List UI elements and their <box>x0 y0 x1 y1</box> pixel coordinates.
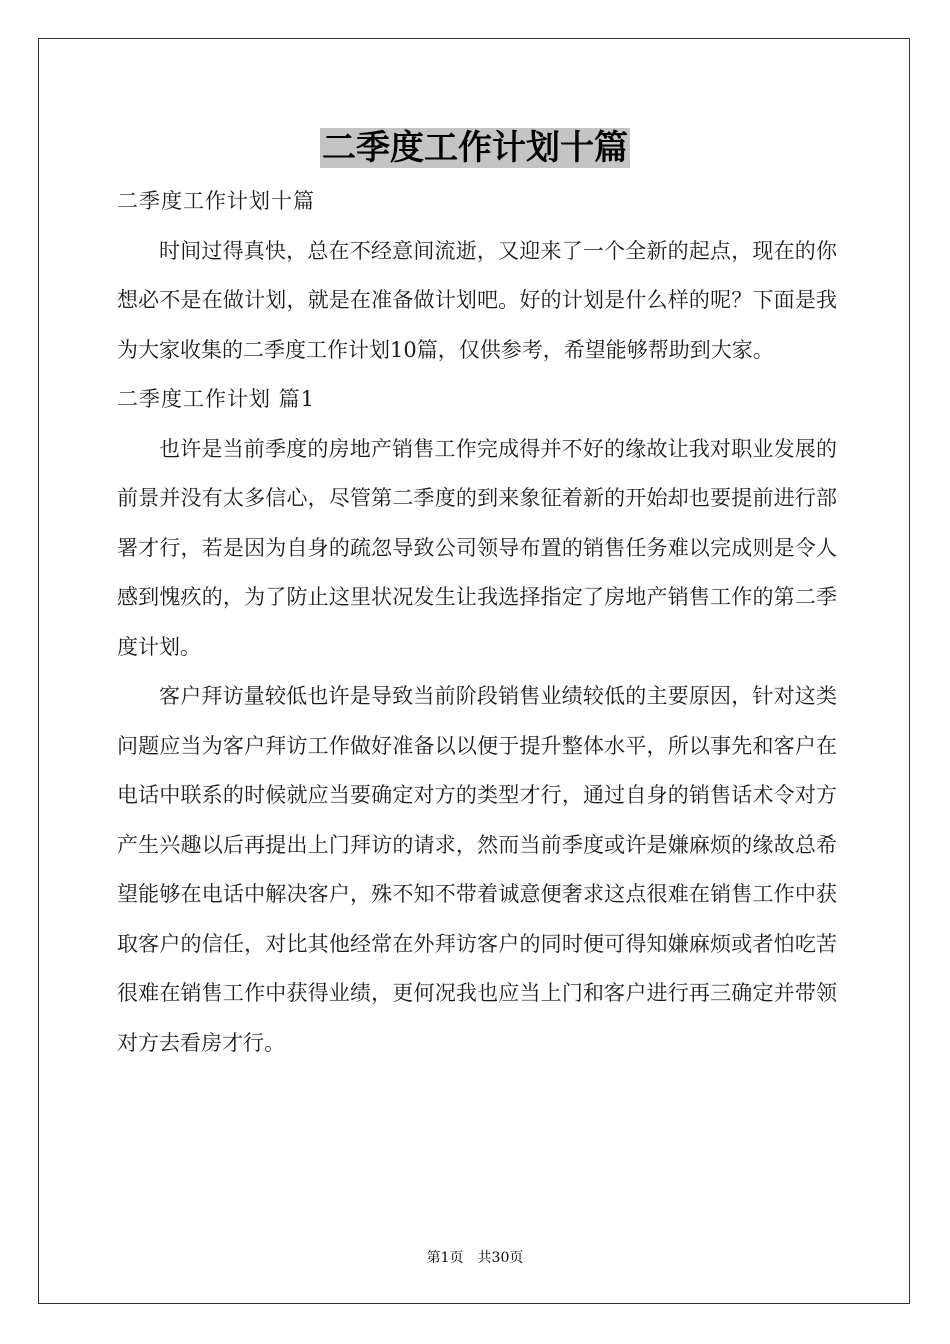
page-footer <box>0 1247 950 1267</box>
section-heading: 二季度工作计划 篇1 <box>117 387 316 411</box>
document-body <box>117 177 837 1068</box>
document-title-text: 二季度工作计划十篇 <box>322 128 628 168</box>
page-total: 共30页 <box>477 1250 524 1266</box>
intro-paragraph: 时间过得真快，总在不经意间流逝，又迎来了一个全新的起点，现在的你想必不是在做计划，就是在准备做计划吧。好的计划是什么样的呢？下面是我为大家收集的二季度工作计划10篇，仅供参考，希望能够帮助到大家。 <box>117 238 837 362</box>
body-paragraph-2: 客户拜访量较低也许是导致当前阶段销售业绩较低的主要原因，针对这类问题应当为客户拜访工作做好准备以以便于提升整体水平，所以事先和客户在电话中联系的时候就应当要确定对方的类型才行，通过自身的销售话术令对方产生兴趣以后再提出上门拜访的请求，然而当前季度或许是嫌麻烦的缘故总希望能够在电话中解决客户，殊不知不带着诚意便奢求这点很难在销售工作中获取客户的信任，对比其他经常在外拜访客户的同时便可得知嫌麻烦或者怕吃苦很难在销售工作中获得业绩，更何况我也应当上门和客户进行再三确定并带领对方去看房才行。 <box>117 684 837 1055</box>
document-subtitle: 二季度工作计划十篇 <box>117 189 315 213</box>
body-paragraph-1: 也许是当前季度的房地产销售工作完成得并不好的缘故让我对职业发展的前景并没有太多信心，尽管第二季度的到来象征着新的开始却也要提前进行部署才行，若是因为自身的疏忽导致公司领导布置的销售任务难以完成则是令人感到愧疚的，为了防止这里状况发生让我选择指定了房地产销售工作的第二季度计划。 <box>117 436 837 659</box>
page-number: 第1页 <box>426 1250 464 1266</box>
document-title <box>0 126 950 170</box>
